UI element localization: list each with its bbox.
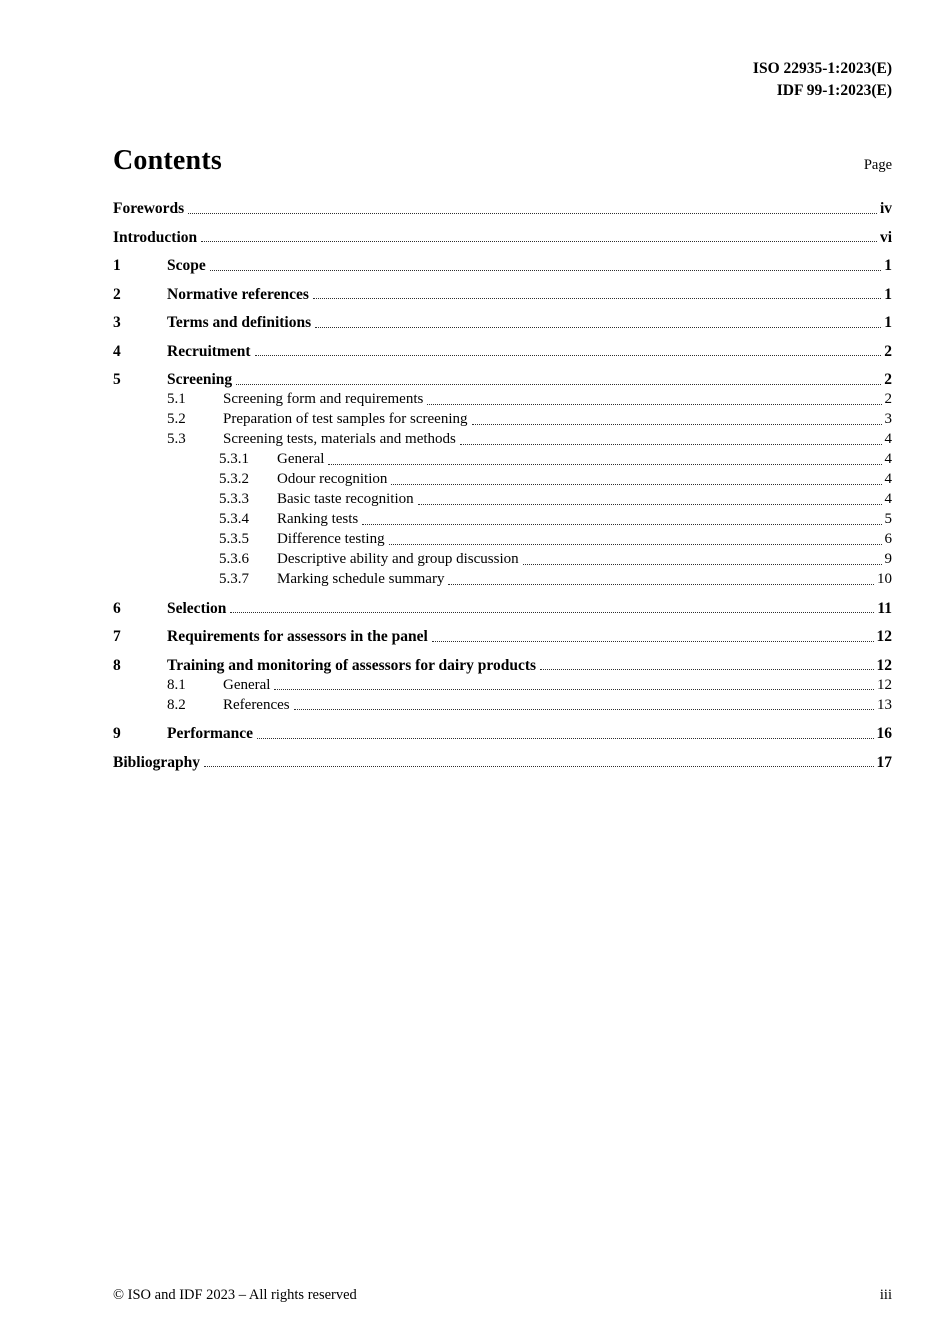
toc-entry <box>113 676 892 696</box>
toc-entry <box>113 228 892 248</box>
toc-entry-number: 5 <box>113 371 121 389</box>
toc-entry-page: 4 <box>884 451 892 468</box>
toc-entry-page: iv <box>879 200 892 218</box>
toc-dotted-leader <box>313 298 881 299</box>
toc-entry-number: 5.2 <box>167 411 186 428</box>
toc-entry-title: Normative references <box>167 285 309 303</box>
toc-entry <box>113 656 892 676</box>
toc-entry-title: Bibliography <box>113 753 200 771</box>
toc-entry-number: 5.3.6 <box>219 551 249 568</box>
toc-dotted-leader <box>255 355 882 356</box>
toc-entry-title: Requirements for assessors in the panel <box>167 628 428 646</box>
toc-entry <box>113 470 892 490</box>
toc-entry-number: 5.3.1 <box>219 451 249 468</box>
footer-copyright: © ISO and IDF 2023 – All rights reserved <box>113 1287 357 1303</box>
toc-entry-title: Odour recognition <box>277 471 388 488</box>
toc-entry-title: Training and monitoring of assessors for dairy products <box>167 656 537 674</box>
toc-dotted-leader <box>523 564 882 565</box>
toc-entry-title: General <box>223 676 271 693</box>
header-ref-idf: IDF 99-1:2023(E) <box>776 81 892 99</box>
toc-entry <box>113 313 892 333</box>
toc-dotted-leader <box>236 384 881 385</box>
toc-entry <box>113 510 892 530</box>
toc-dotted-leader <box>432 641 874 642</box>
toc-entry-title: Difference testing <box>277 531 385 548</box>
toc-entry-title: Terms and definitions <box>167 314 312 332</box>
toc-dotted-leader <box>315 327 881 328</box>
toc-entry-title: General <box>277 451 325 468</box>
toc-dotted-leader <box>210 270 882 271</box>
toc-entry-page: 16 <box>876 725 892 743</box>
table-of-contents <box>113 199 892 772</box>
toc-entry-number: 8.1 <box>167 676 186 693</box>
toc-entry <box>113 430 892 450</box>
toc-entry-page: 13 <box>877 696 892 713</box>
toc-entry-number: 8.2 <box>167 696 186 713</box>
toc-entry-page: 2 <box>884 371 892 389</box>
toc-entry-page: 10 <box>877 571 892 588</box>
toc-entry-page: 4 <box>884 431 892 448</box>
toc-entry-number: 5.1 <box>167 391 186 408</box>
toc-entry-page: 4 <box>884 471 892 488</box>
toc-dotted-leader <box>362 524 881 525</box>
toc-entry <box>113 285 892 305</box>
toc-entry-number: 1 <box>113 257 121 275</box>
toc-entry-title: Selection <box>167 599 227 617</box>
toc-entry-page: 12 <box>876 628 892 646</box>
toc-entry <box>113 753 892 773</box>
toc-entry-number: 5.3.7 <box>219 571 249 588</box>
toc-dotted-leader <box>294 709 874 710</box>
toc-dotted-leader <box>257 738 873 739</box>
header-ref-iso: ISO 22935-1:2023(E) <box>752 60 892 77</box>
toc-entry-title: Basic taste recognition <box>277 491 414 508</box>
toc-dotted-leader <box>391 484 881 485</box>
toc-entry-title: Marking schedule summary <box>277 571 445 588</box>
document-header <box>113 58 892 101</box>
toc-entry-title: Descriptive ability and group discussion <box>277 551 519 568</box>
toc-entry <box>113 450 892 470</box>
toc-entry-number: 8 <box>113 656 121 674</box>
toc-entry-page: 11 <box>877 599 892 617</box>
toc-entry <box>113 530 892 550</box>
toc-entry-page: 4 <box>884 491 892 508</box>
toc-entry-number: 5.3 <box>167 431 186 448</box>
toc-dotted-leader <box>540 669 873 670</box>
toc-entry-page: vi <box>879 228 892 246</box>
toc-entry-title: Recruitment <box>167 342 251 360</box>
toc-entry <box>113 599 892 619</box>
toc-entry-title: Performance <box>167 725 254 743</box>
toc-entry-page: 1 <box>884 314 892 332</box>
toc-entry-number: 9 <box>113 725 121 743</box>
toc-entry-number: 3 <box>113 314 121 332</box>
toc-dotted-leader <box>472 424 882 425</box>
toc-entry-title: References <box>223 696 290 713</box>
toc-entry <box>113 696 892 716</box>
page-column-label: Page <box>863 157 892 174</box>
toc-entry-page: 2 <box>884 342 892 360</box>
toc-entry-number: 6 <box>113 599 121 617</box>
toc-dotted-leader <box>448 584 874 585</box>
toc-entry-page: 9 <box>884 551 892 568</box>
toc-entry-number: 5.3.3 <box>219 491 249 508</box>
toc-entry-page: 1 <box>884 257 892 275</box>
toc-entry-page: 3 <box>884 411 892 428</box>
toc-entry-title: Preparation of test samples for screening <box>223 411 468 428</box>
toc-entry <box>113 410 892 430</box>
toc-entry-number: 2 <box>113 285 121 303</box>
toc-entry-page: 6 <box>884 531 892 548</box>
toc-entry-title: Screening form and requirements <box>223 391 424 408</box>
toc-entry-page: 12 <box>877 676 892 693</box>
toc-dotted-leader <box>328 464 881 465</box>
toc-entry-title: Forewords <box>113 200 185 218</box>
toc-entry-page: 12 <box>876 656 892 674</box>
toc-dotted-leader <box>230 612 874 613</box>
toc-entry-page: 17 <box>876 753 892 771</box>
toc-entry-number: 5.3.5 <box>219 531 249 548</box>
toc-entry <box>113 390 892 410</box>
toc-dotted-leader <box>460 444 882 445</box>
toc-dotted-leader <box>274 689 874 690</box>
toc-entry <box>113 550 892 570</box>
toc-entry <box>113 256 892 276</box>
toc-entry-title: Screening <box>167 371 233 389</box>
document-footer <box>113 1287 892 1304</box>
toc-entry-number: 5.3.2 <box>219 471 249 488</box>
toc-entry-number: 4 <box>113 342 121 360</box>
toc-entry-page: 2 <box>884 391 892 408</box>
toc-dotted-leader <box>418 504 882 505</box>
toc-entry-page: 5 <box>884 511 892 528</box>
toc-entry <box>113 490 892 510</box>
toc-entry-title: Introduction <box>113 228 198 246</box>
footer-page-number: iii <box>879 1287 892 1303</box>
toc-entry-number: 7 <box>113 628 121 646</box>
page-title: Contents <box>113 145 222 177</box>
toc-entry-page: 1 <box>884 285 892 303</box>
toc-entry <box>113 370 892 390</box>
contents-title-row <box>113 145 892 177</box>
toc-dotted-leader <box>389 544 882 545</box>
toc-entry <box>113 627 892 647</box>
toc-entry <box>113 342 892 362</box>
toc-entry-title: Scope <box>167 257 206 275</box>
toc-entry <box>113 570 892 590</box>
toc-entry-title: Screening tests, materials and methods <box>223 431 456 448</box>
toc-entry-number: 5.3.4 <box>219 511 249 528</box>
toc-dotted-leader <box>201 241 877 242</box>
toc-entry <box>113 199 892 219</box>
toc-dotted-leader <box>427 404 881 405</box>
toc-entry-title: Ranking tests <box>277 511 359 528</box>
toc-entry <box>113 724 892 744</box>
toc-dotted-leader <box>204 766 874 767</box>
toc-dotted-leader <box>188 213 877 214</box>
